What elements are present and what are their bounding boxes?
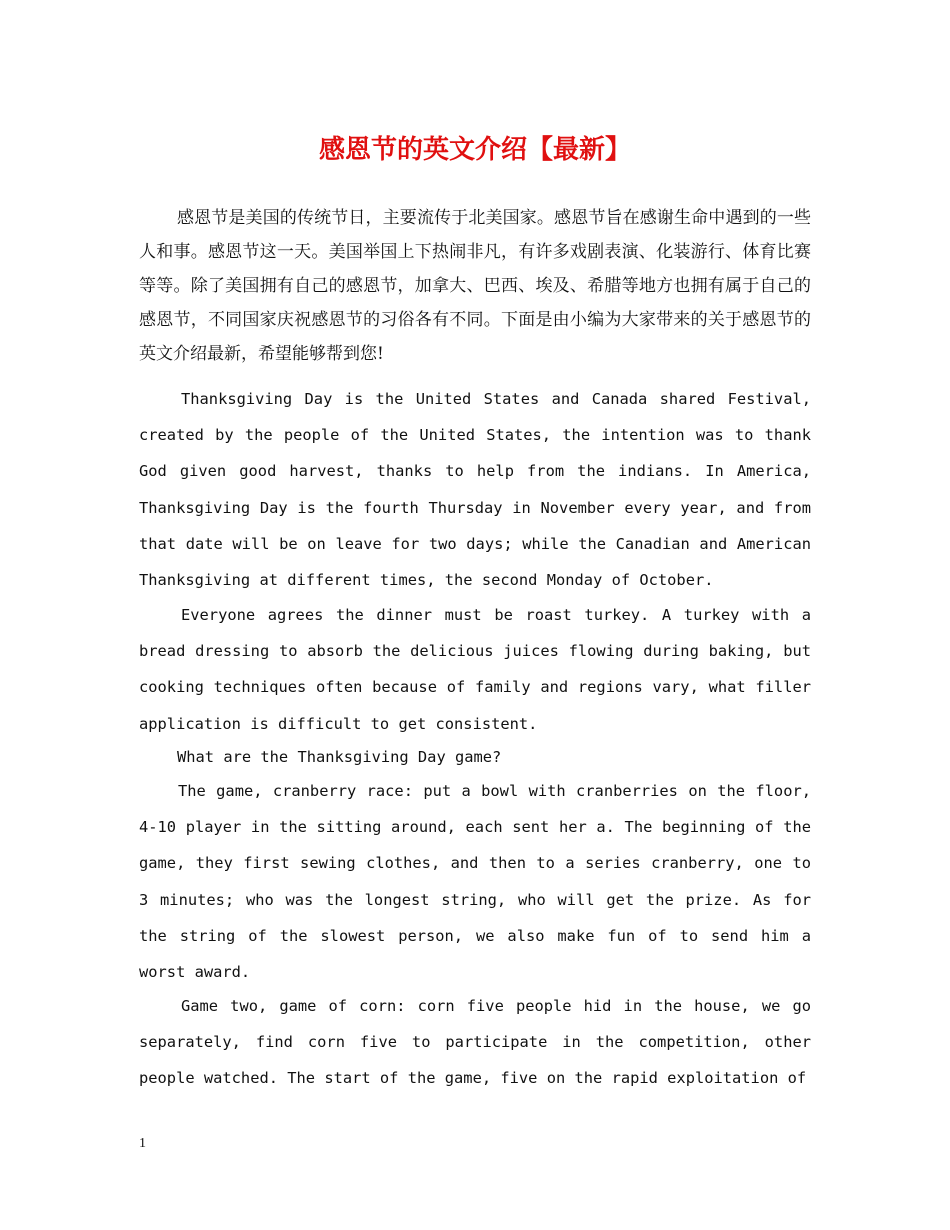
english-paragraph-2: Everyone agrees the dinner must be roast turkey. A turkey with a bread dressing to absorb the delicious juices flowing during baking, but cooking techniques often because of family and regions vary, what filler application is difficult to get consistent. — [139, 606, 811, 733]
english-paragraph-1: Thanksgiving Day is the United States and Canada shared Festival, created by the people of the United States, the intention was to thank God given good harvest, thanks to help from the indians. In America, Thanksgiving Day is the fourth Thursday in November every year, and from that date will be on leave for two days; while the Canadian and American Thanksgiving at different times, the second Monday of October. — [139, 390, 811, 590]
english-paragraph-2-container — [139, 597, 811, 742]
intro-paragraph-container — [139, 201, 811, 371]
english-paragraph-5: Game two, game of corn: corn five people hid in the house, we go separately, find corn five to participate in the competition, other people watched. The start of the game, five on the rapid exploitation of — [139, 997, 811, 1088]
english-paragraph-5-container — [139, 988, 811, 1097]
document-title: 感恩节的英文介绍【最新】 — [318, 135, 631, 165]
english-question-container — [139, 739, 811, 775]
intro-paragraph: 感恩节是美国的传统节日，主要流传于北美国家。感恩节旨在感谢生命中遇到的一些人和事。感恩节这一天。美国举国上下热闹非凡，有许多戏剧表演、化装游行、体育比赛等等。除了美国拥有自己的感恩节，加拿大、巴西、埃及、希腊等地方也拥有属于自己的感恩节，不同国家庆祝感恩节的习俗各有不同。下面是由小编为大家带来的关于感恩节的英文介绍最新，希望能够帮到您! — [139, 208, 811, 364]
english-paragraph-4: The game, cranberry race: put a bowl with cranberries on the floor, 4-10 player in the sitting around, each sent her a. The beginning of the game, they first sewing clothes, and then to a series cranberry, one to 3 minutes; who was the longest string, who will get the prize. As for the string of the slowest person, we also make fun of to send him a worst award. — [139, 782, 811, 982]
english-paragraph-1-container — [139, 381, 811, 598]
english-paragraph-4-container — [139, 773, 811, 990]
english-question: What are the Thanksgiving Day game? — [177, 748, 502, 766]
page-number: 1 — [139, 1136, 146, 1151]
